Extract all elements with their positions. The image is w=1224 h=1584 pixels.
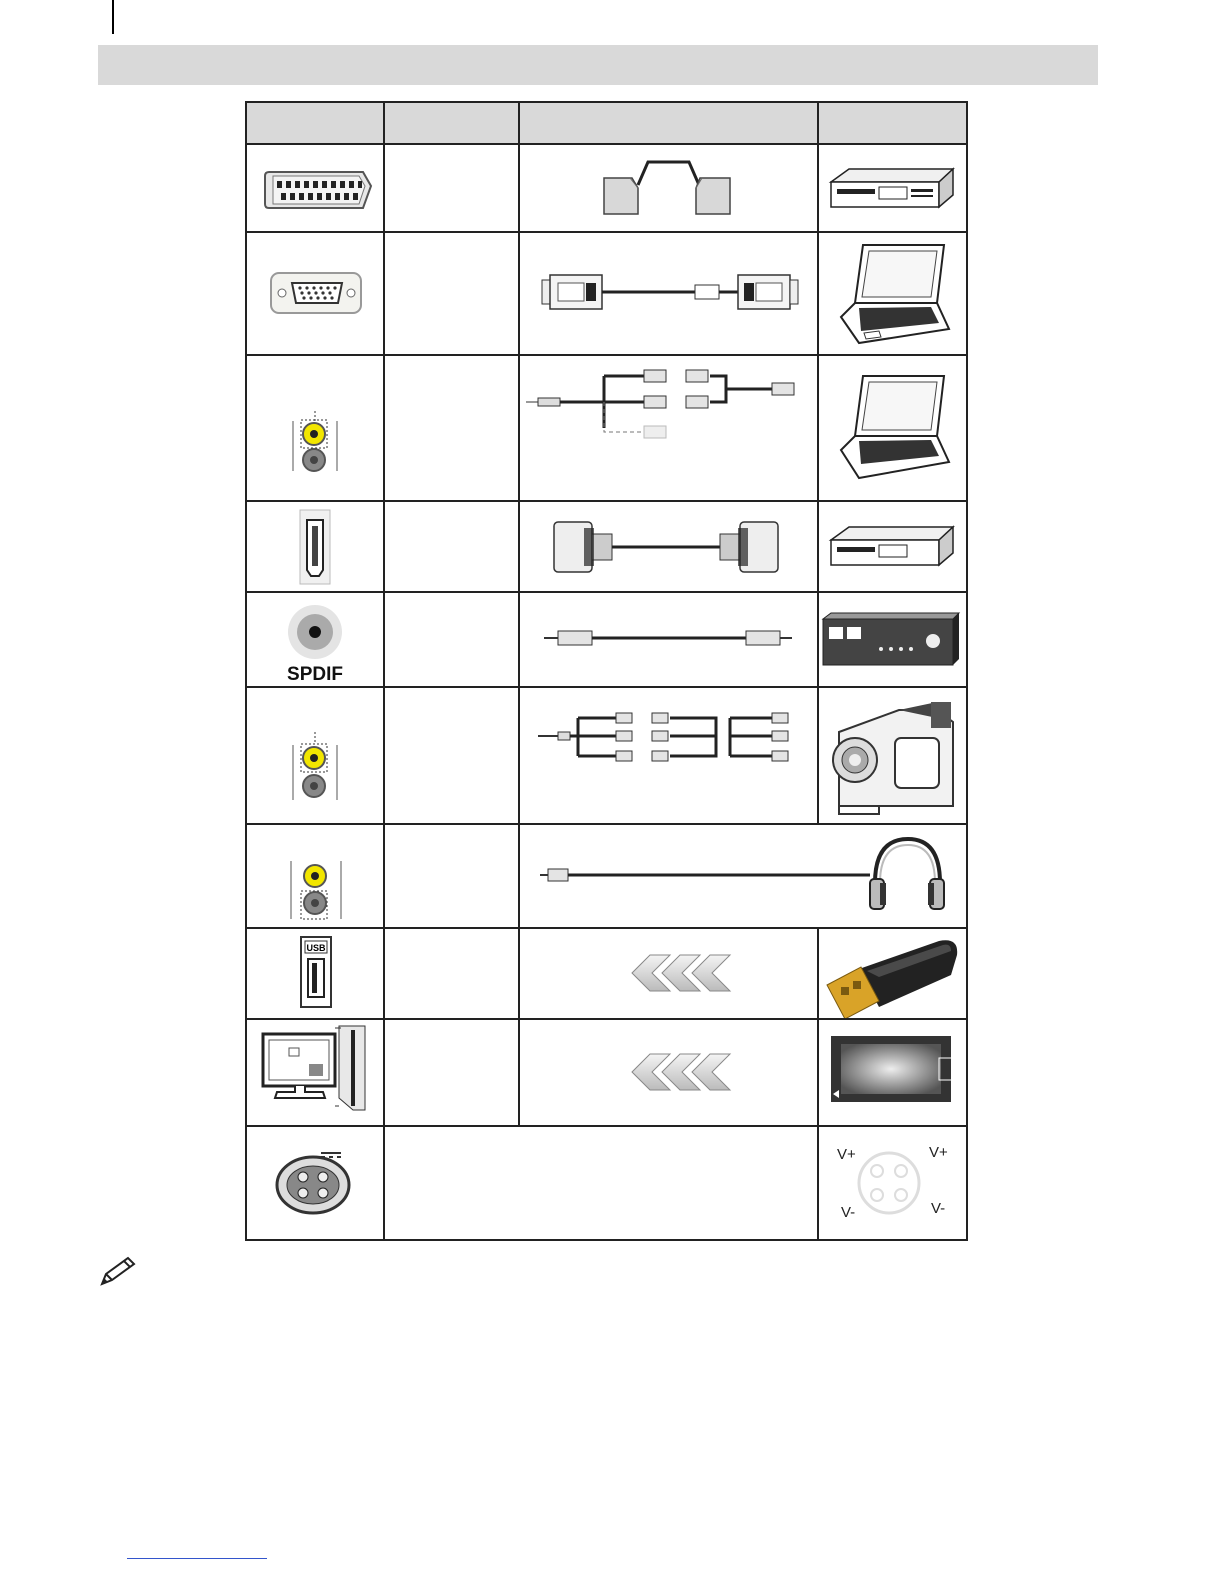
table-header-row — [246, 102, 967, 144]
pin-label-top-right: V+ — [929, 1144, 948, 1161]
cam-module-icon — [819, 1020, 966, 1125]
av-cable-icon — [520, 688, 817, 823]
connection-table — [245, 101, 968, 1241]
spdif-port-icon — [247, 594, 383, 686]
tv-ci-slot-icon — [247, 1020, 383, 1125]
pin-label-top-left: V+ — [837, 1146, 856, 1163]
usb-port-icon — [247, 929, 383, 1018]
table-row — [246, 824, 967, 928]
table-row — [246, 355, 967, 501]
column-header — [519, 102, 818, 144]
headphones-device-icon — [870, 839, 944, 909]
column-header — [246, 102, 384, 144]
headphone-jack-icon — [247, 825, 383, 927]
table-row — [246, 1126, 967, 1240]
table-row — [246, 1019, 967, 1126]
vga-cable-icon — [520, 233, 817, 354]
insert-arrows-icon — [520, 929, 817, 1018]
vga-port-icon — [247, 233, 383, 354]
hdmi-cable-icon — [520, 502, 817, 591]
hdmi-port-icon — [247, 502, 383, 591]
table-row — [246, 232, 967, 355]
pin-label-bottom-left: V- — [841, 1204, 856, 1221]
top-rule — [112, 0, 114, 34]
scart-port-icon — [247, 145, 383, 231]
table-row — [246, 687, 967, 824]
pin-label-bottom-right: V- — [931, 1200, 946, 1217]
av-jack-icon — [247, 356, 383, 500]
column-header — [384, 102, 519, 144]
laptop-device-icon — [819, 233, 966, 354]
laptop-device-icon — [819, 356, 966, 500]
spdif-label: SPDIF — [287, 663, 343, 685]
amplifier-device-icon — [819, 593, 966, 686]
footer-link[interactable] — [127, 1558, 267, 1559]
av-jack-icon — [247, 688, 383, 823]
pencil-note-icon — [98, 1256, 138, 1288]
dc-pinout-icon — [819, 1127, 966, 1239]
column-header — [818, 102, 967, 144]
dvd-device-icon — [819, 502, 966, 591]
dc-in-port-icon — [247, 1127, 383, 1239]
headphone-cable-icon — [520, 825, 966, 927]
scart-cable-icon — [520, 145, 817, 231]
table-row — [246, 592, 967, 687]
insert-arrows-icon — [520, 1020, 817, 1125]
section-header-band — [98, 45, 1098, 85]
pc-audio-cable-icon — [520, 356, 817, 500]
usb-label: USB — [306, 943, 326, 953]
usb-stick-icon — [819, 929, 966, 1018]
table-row — [246, 144, 967, 232]
table-row — [246, 501, 967, 592]
camcorder-device-icon — [819, 688, 966, 823]
table-row — [246, 928, 967, 1019]
coax-cable-icon — [520, 593, 817, 686]
vcr-device-icon — [819, 145, 966, 231]
